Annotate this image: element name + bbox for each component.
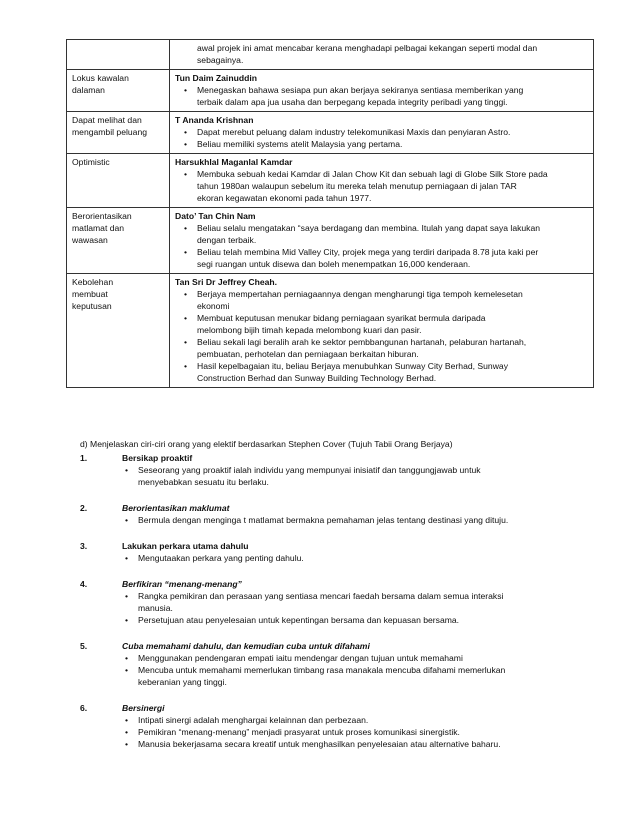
person-name: Tun Daim Zainuddin	[175, 73, 257, 83]
table-row	[67, 112, 594, 154]
example-cell	[170, 274, 594, 388]
habit-title-text: Bersinergi	[122, 703, 165, 713]
habit-item	[80, 702, 610, 750]
habit-title-text: Lakukan perkara utama dahulu	[122, 541, 249, 551]
list-item	[197, 336, 588, 360]
example-cell	[170, 112, 594, 154]
bullet-line: • Hasil kepelbagaian itu, beliau Berjaya menubuhkan Sunway City Berhad, Sunway	[197, 361, 508, 371]
list-item	[197, 288, 588, 312]
habits-list	[80, 452, 610, 750]
habit-number: 4.	[80, 579, 88, 589]
table-cell-continued	[170, 40, 594, 70]
habit-title	[80, 502, 610, 514]
list-item	[138, 714, 610, 726]
habit-title-text: Bersikap proaktif	[122, 453, 193, 463]
table-row	[67, 274, 594, 388]
list-item	[197, 84, 588, 108]
bullet-line: • Mengutaakan perkara yang penting dahulu.	[138, 553, 304, 563]
trait-cell	[67, 274, 170, 388]
person-name: T Ananda Krishnan	[175, 115, 254, 125]
list-item	[138, 652, 610, 664]
trait-cell	[67, 208, 170, 274]
list-item	[138, 726, 610, 738]
bullet-line: menyebabkan sesuatu itu berlaku.	[138, 477, 269, 487]
person-name: Dato’ Tan Chin Nam	[175, 211, 256, 221]
habit-title-text: Berfikiran “menang-menang”	[122, 579, 242, 589]
trait-cell	[67, 112, 170, 154]
trait-label-line: Dapat melihat dan	[72, 115, 142, 125]
bullet-list	[175, 84, 588, 108]
habit-title-text: Cuba memahami dahulu, dan kemudian cuba untuk difahami	[122, 641, 370, 651]
bullet-line: pembuatan, perhotelan dan perniagaan berkaitan hiburan.	[197, 349, 419, 359]
trait-label-line: membuat	[72, 289, 108, 299]
bullet-line: keberanian yang tinggi.	[138, 677, 227, 687]
bullet-line: • Rangka pemikiran dan perasaan yang sentiasa mencari faedah bersama dalam semua interaksi	[138, 591, 504, 601]
bullet-list	[80, 552, 610, 564]
habit-title	[80, 578, 610, 590]
trait-label-line: Berorientasikan	[72, 211, 132, 221]
bullet-line: • Beliau selalu mengatakan “saya berdagang dan membina. Itulah yang dapat saya lakukan	[197, 223, 541, 233]
list-item	[197, 360, 588, 384]
habit-number: 6.	[80, 703, 88, 713]
continued-text-line: sebagainya.	[197, 55, 244, 65]
bullet-line: • Bermula dengan menginga t matlamat bermakna pemahaman jelas tentang destinasi yang dituju.	[138, 515, 509, 525]
habit-number: 5.	[80, 641, 88, 651]
bullet-line: dengan terbaik.	[197, 235, 257, 245]
bullet-line: • Pemikiran “menang-menang” menjadi prasyarat untuk proses komunikasi sinergistik.	[138, 727, 460, 737]
trait-label-line: Optimistic	[72, 157, 110, 167]
list-item	[138, 664, 610, 688]
bullet-line: segi ruangan untuk disewa dan boleh menempatkan 16,000 kenderaan.	[197, 259, 471, 269]
bullet-list	[80, 464, 610, 488]
list-item	[138, 590, 610, 614]
bullet-line: • Membuat keputusan menukar bidang perniagaan syarikat bermula daripada	[197, 313, 486, 323]
list-item	[197, 126, 588, 138]
list-item	[138, 464, 610, 488]
bullet-list	[80, 652, 610, 688]
habit-number: 2.	[80, 503, 88, 513]
habit-title	[80, 452, 610, 464]
person-name: Tan Sri Dr Jeffrey Cheah.	[175, 277, 278, 287]
bullet-line: melombong bijih timah kepada melombong kuari dan pasir.	[197, 325, 422, 335]
bullet-line: ekonomi	[197, 301, 230, 311]
example-cell	[170, 208, 594, 274]
table-cell-empty	[67, 40, 170, 70]
bullet-list	[80, 514, 610, 526]
trait-label-line: Kebolehan	[72, 277, 114, 287]
bullet-list	[175, 222, 588, 270]
habit-item	[80, 502, 610, 526]
list-item	[138, 614, 610, 626]
bullet-line: tahun 1980an walaupun sebelum itu mereka telah menutup perniagaan di jalan TAR	[197, 181, 517, 191]
bullet-line: • Beliau sekali lagi beralih arah ke sektor pembbangunan hartanah, pelaburan hartanah,	[197, 337, 527, 347]
example-cell	[170, 70, 594, 112]
example-cell	[170, 154, 594, 208]
bullet-list	[175, 288, 588, 384]
list-item	[197, 312, 588, 336]
list-item	[197, 246, 588, 270]
bullet-line: • Manusia bekerjasama secara kreatif untuk menghasilkan penyelesaian atau alternative baharu.	[138, 739, 501, 749]
habit-number: 3.	[80, 541, 88, 551]
bullet-line: • Menegaskan bahawa sesiapa pun akan berjaya sekiranya sentiasa memberikan yang	[197, 85, 524, 95]
bullet-line: • Membuka sebuah kedai Kamdar di Jalan Chow Kit dan sebuah lagi di Globe Silk Store pada	[197, 169, 548, 179]
trait-cell	[67, 154, 170, 208]
habit-title	[80, 540, 610, 552]
trait-label-line: dalaman	[72, 85, 105, 95]
section-intro: d) Menjelaskan ciri-ciri orang yang elektif berdasarkan Stephen Cover (Tujuh Tabii Orang Berjaya)	[80, 439, 453, 449]
bullet-list	[80, 714, 610, 750]
trait-label-line: keputusan	[72, 301, 112, 311]
traits-table	[66, 39, 594, 388]
bullet-list	[175, 126, 588, 150]
bullet-line: • Berjaya mempertahan perniagaannya dengan mengharungi tiga tempoh kemelesetan	[197, 289, 523, 299]
bullet-line: manusia.	[138, 603, 173, 613]
table-row	[67, 40, 594, 70]
bullet-line: • Beliau memiliki systems atelit Malaysia yang pertama.	[197, 139, 403, 149]
trait-label-line: mengambil peluang	[72, 127, 148, 137]
bullet-line: • Seseorang yang proaktif ialah individu yang mempunyai inisiatif dan tanggungjawab untuk	[138, 465, 481, 475]
trait-label-line: Lokus kawalan	[72, 73, 129, 83]
bullet-line: • Persetujuan atau penyelesaian untuk kepentingan bersama dan kepuasan bersama.	[138, 615, 460, 625]
bullet-list	[80, 590, 610, 626]
table-row	[67, 154, 594, 208]
trait-label-line: wawasan	[72, 235, 108, 245]
habit-title	[80, 640, 610, 652]
habit-title	[80, 702, 610, 714]
bullet-line: • Dapat merebut peluang dalam industry telekomunikasi Maxis dan penyiaran Astro.	[197, 127, 511, 137]
trait-cell	[67, 70, 170, 112]
list-item	[138, 738, 610, 750]
habit-number: 1.	[80, 453, 88, 463]
seven-habits-section	[80, 438, 610, 764]
bullet-line: ekoran kegawatan ekonomi pada tahun 1977.	[197, 193, 372, 203]
bullet-line: • Menggunakan pendengaran empati iaitu mendengar dengan tujuan untuk memahami	[138, 653, 463, 663]
table-row	[67, 70, 594, 112]
bullet-line: • Intipati sinergi adalah menghargai kelainnan dan perbezaan.	[138, 715, 369, 725]
list-item	[197, 222, 588, 246]
bullet-list	[175, 168, 588, 204]
list-item	[138, 514, 610, 526]
habit-item	[80, 640, 610, 688]
bullet-line: • Mencuba untuk memahami memerlukan timbang rasa manakala mencuba difahami memerlukan	[138, 665, 506, 675]
table-row	[67, 208, 594, 274]
trait-label-line: matlamat dan	[72, 223, 125, 233]
list-item	[197, 168, 588, 204]
list-item	[197, 138, 588, 150]
person-name: Harsukhlal Maganlal Kamdar	[175, 157, 293, 167]
list-item	[138, 552, 610, 564]
bullet-line: terbaik dalam apa jua usaha dan berpegang kepada integrity peribadi yang tinggi.	[197, 97, 508, 107]
habit-item	[80, 578, 610, 626]
habit-title-text: Berorientasikan maklumat	[122, 503, 230, 513]
habit-item	[80, 452, 610, 488]
bullet-line: Construction Berhad dan Sunway Building Technology Berhad.	[197, 373, 437, 383]
continued-text-line: awal projek ini amat mencabar kerana menghadapi pelbagai kekangan seperti modal dan	[197, 43, 538, 53]
habit-item	[80, 540, 610, 564]
bullet-line: • Beliau telah membina Mid Valley City, projek mega yang terdiri daripada 8.78 juta kaki per	[197, 247, 539, 257]
